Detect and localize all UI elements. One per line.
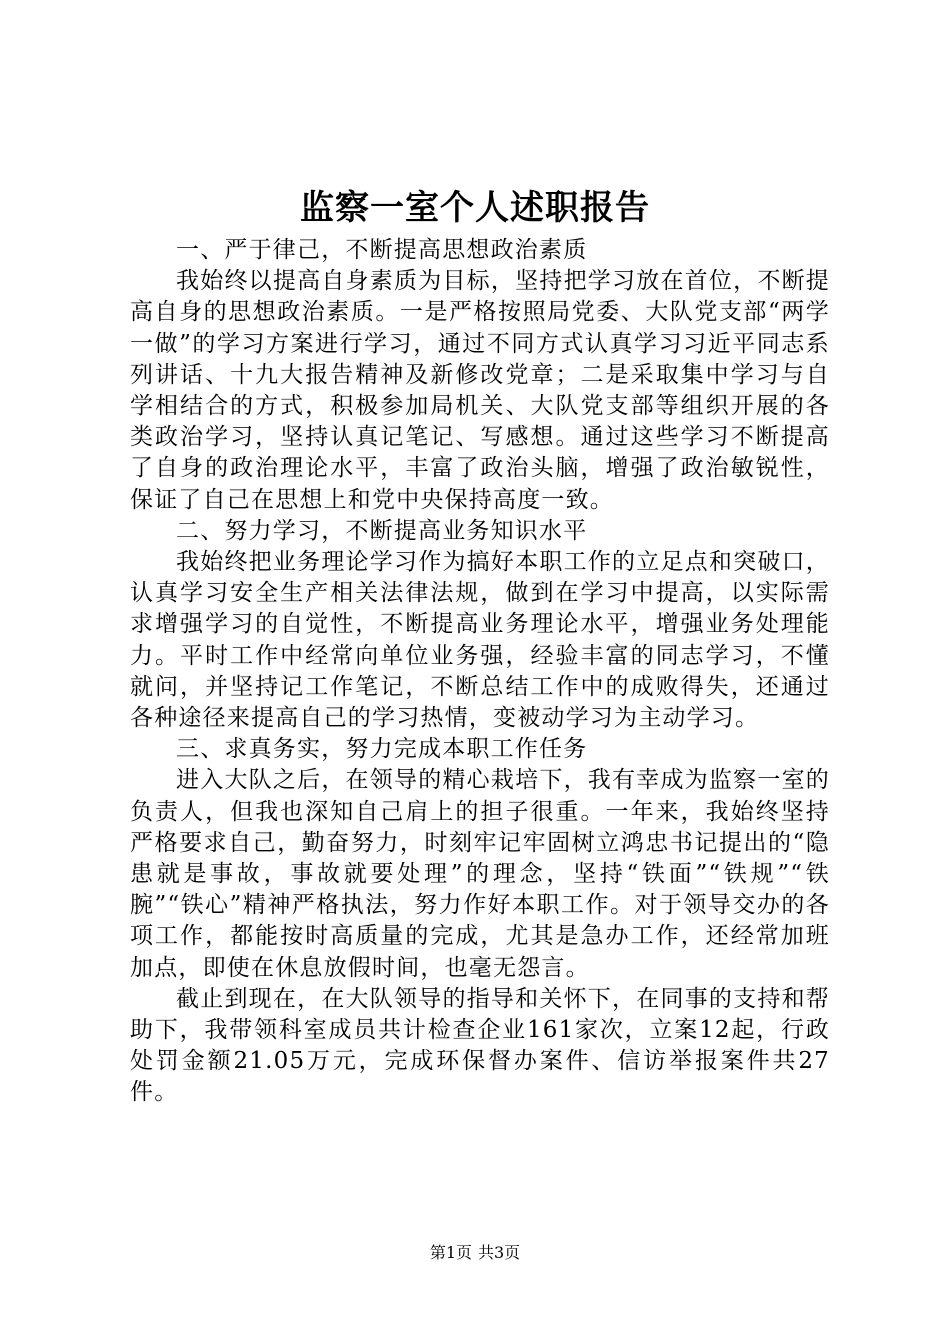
page-total: 共3页	[478, 1243, 521, 1262]
body-paragraph: 我始终以提高自身素质为目标，坚持把学习放在首位，不断提高自身的思想政治素质。一是严格按照局党委、大队党支部“两学一做”的学习方案进行学习，通过不同方式认真学习习近平同志系列讲话、十九大报告精神及新修改党章；二是采取集中学习与自学相结合的方式，积极参加局机关、大队党支部等组织开展的各类政治学习，坚持认真记笔记、写感想。通过这些学习不断提高了自身的政治理论水平，丰富了政治头脑，增强了政治敏锐性，保证了自己在思想上和党中央保持高度一致。	[130, 268, 830, 513]
body-paragraph: 截止到现在，在大队领导的指导和关怀下，在同事的支持和帮助下，我带领科室成员共计检查企业161家次，立案12起，行政处罚金额21.05万元，完成环保督办案件、信访举报案件共27件。	[130, 985, 830, 1106]
document-body	[130, 235, 830, 1109]
section-heading-2: 二、努力学习，不断提高业务知识水平	[176, 517, 588, 544]
section-heading-3: 三、求真务实，努力完成本职工作任务	[176, 736, 588, 763]
section-heading-1: 一、严于律己，不断提高思想政治素质	[176, 237, 588, 263]
body-paragraph: 进入大队之后，在领导的精心栽培下，我有幸成为监察一室的负责人，但我也深知自己肩上的担子很重。一年来，我始终坚持严格要求自己，勤奋努力，时刻牢记牢固树立鸿忠书记提出的“隐患就是事故，事故就要处理”的理念，坚持“铁面”“铁规”“铁腕”“铁心”精神严格执法，努力作好本职工作。对于领导交办的各项工作，都能按时高质量的完成，尤其是急办工作，还经常加班加点，即使在休息放假时间，也毫无怨言。	[130, 767, 830, 981]
page-number: 第1页	[429, 1243, 472, 1262]
document-title: 监察一室个人述职报告	[300, 188, 650, 228]
body-paragraph: 我始终把业务理论学习作为搞好本职工作的立足点和突破口，认真学习安全生产相关法律法规，做到在学习中提高，以实际需求增强学习的自觉性，不断提高业务理论水平，增强业务处理能力。平时工作中经常向单位业务强，经验丰富的同志学习，不懂就问，并坚持记工作笔记，不断总结工作中的成败得失，还通过各种途径来提高自己的学习热情，变被动学习为主动学习。	[130, 549, 830, 732]
page-footer	[0, 1242, 950, 1264]
